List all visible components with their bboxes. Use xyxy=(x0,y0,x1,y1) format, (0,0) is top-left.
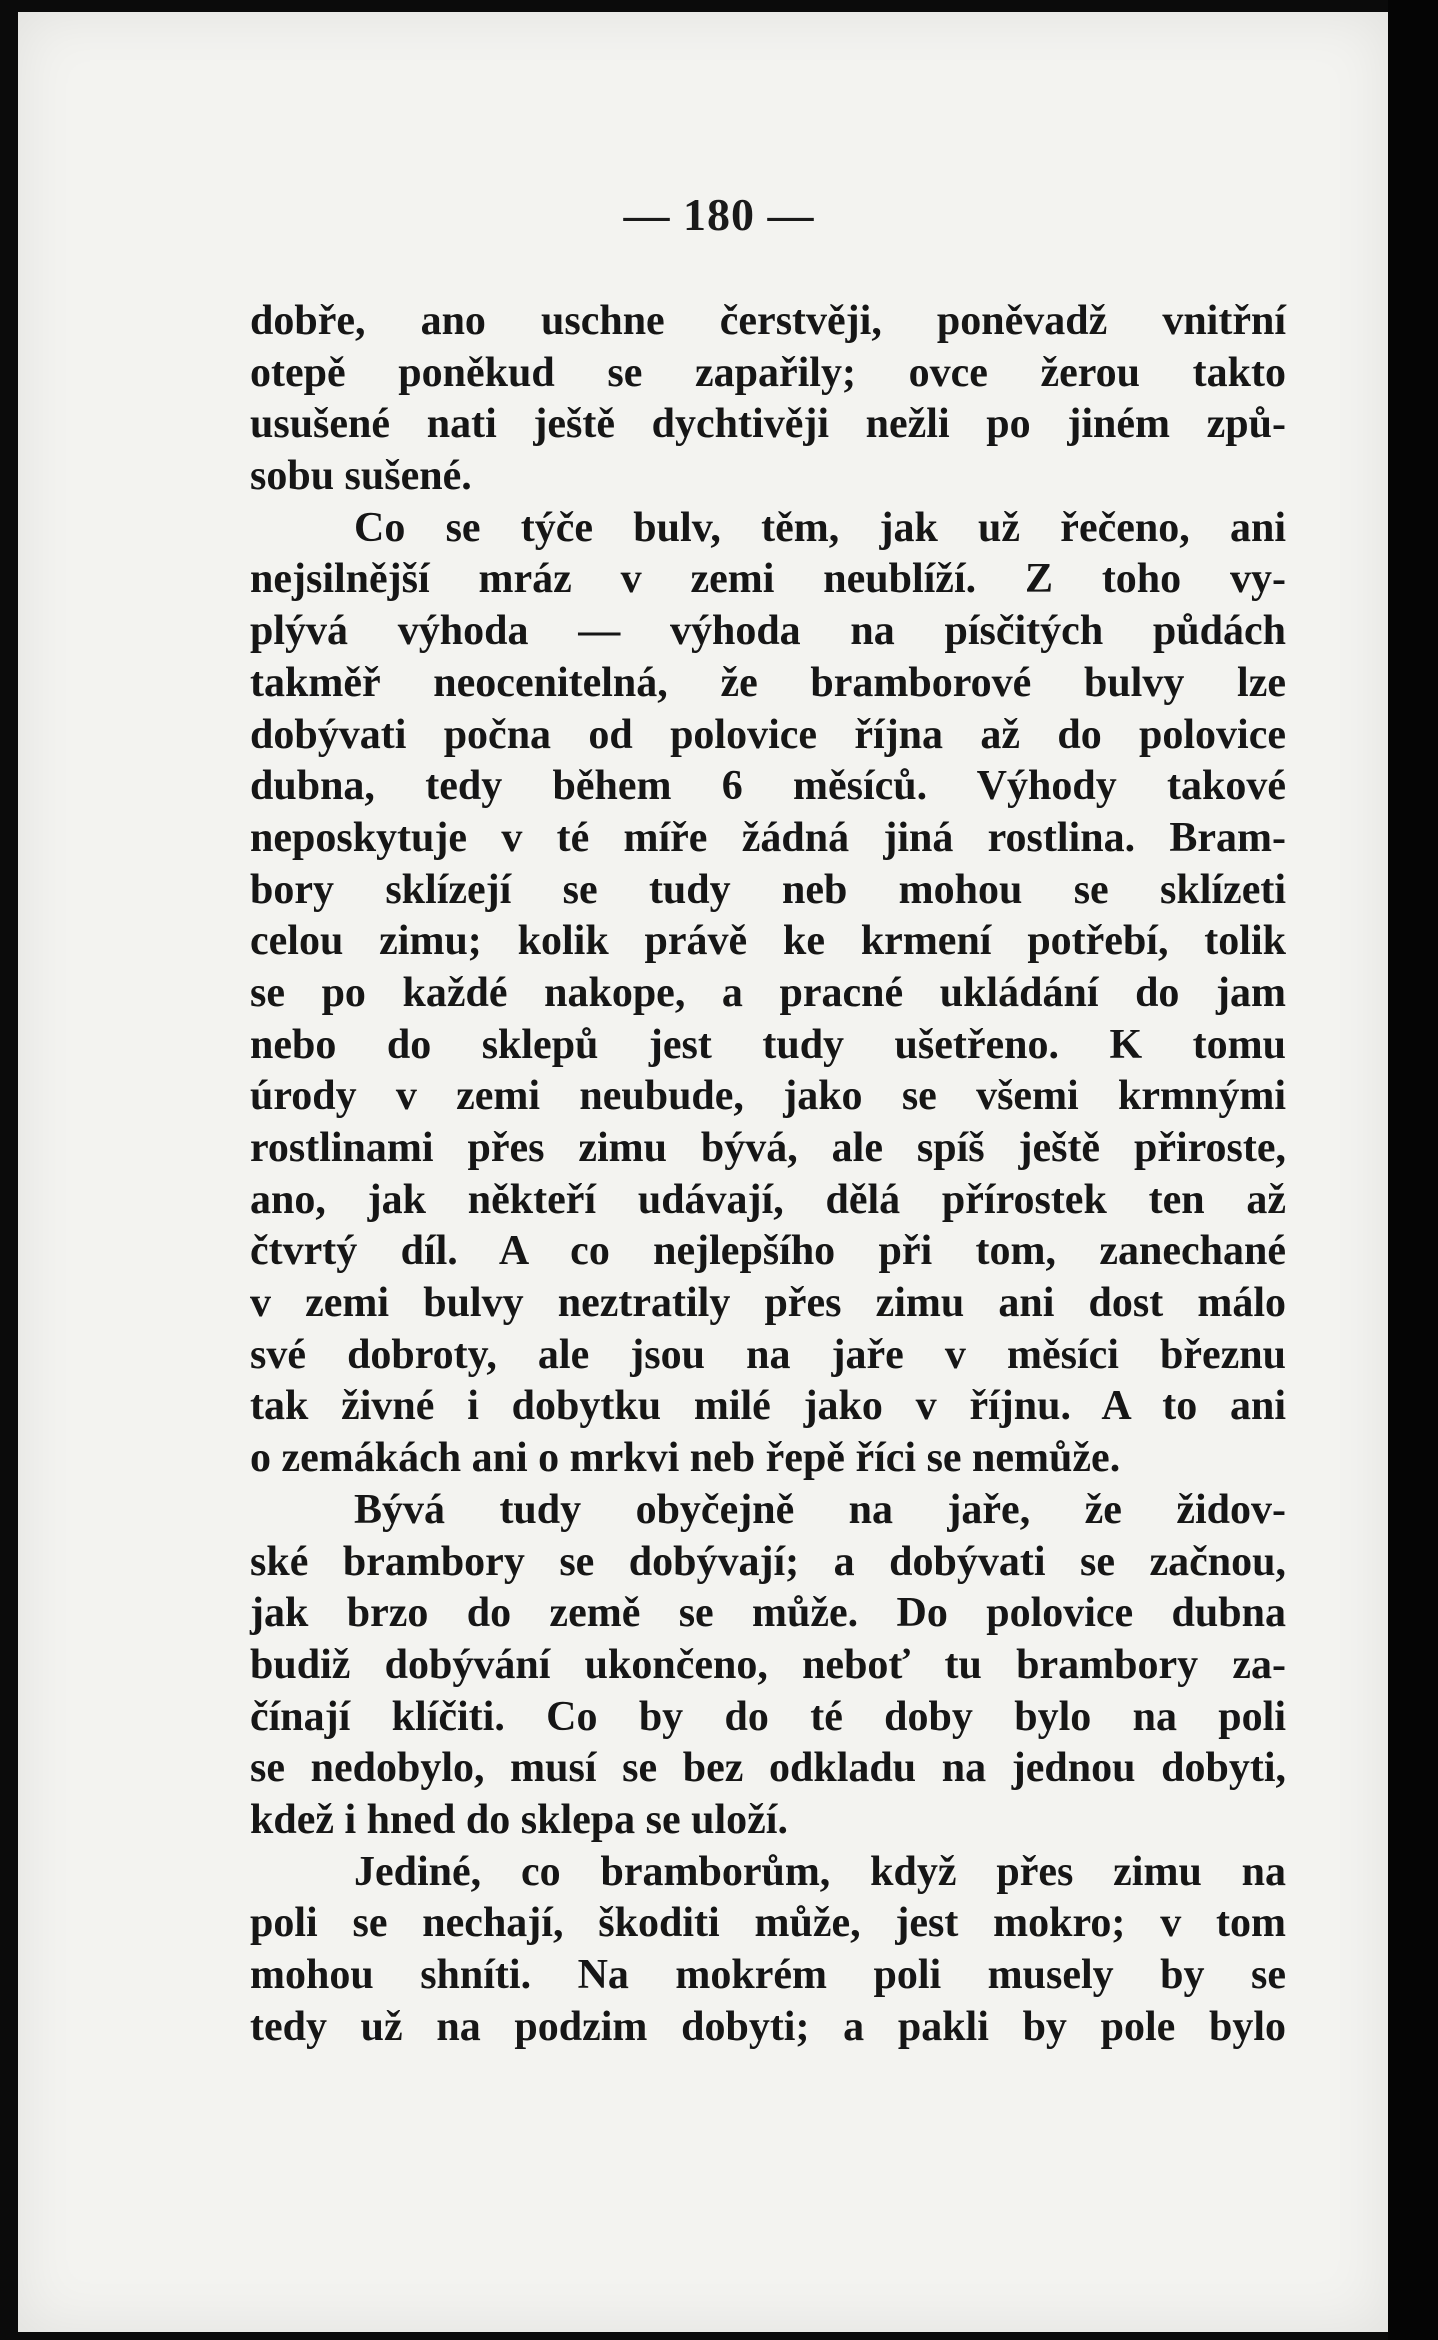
text-line: jak brzo do země se může. Do polovice dubna xyxy=(250,1590,1286,1637)
text-line: celou zimu; kolik právě ke krmení potřebí, tolik xyxy=(250,918,1286,965)
text-line: takměř neocenitelná, že bramborové bulvy lze xyxy=(250,659,1286,706)
text-line: budiž dobývání ukončeno, neboť tu brambory za- xyxy=(250,1641,1286,1688)
text-line: Co se týče bulv, těm, jak už řečeno, ani xyxy=(354,504,1286,551)
text-line: kdež i hned do sklepa se uloží. xyxy=(250,1796,788,1843)
text-line: úrody v zemi neubude, jako se všemi krmnými xyxy=(250,1073,1286,1120)
text-line: tedy už na podzim dobyti; a pakli by pole bylo xyxy=(250,2003,1286,2050)
text-line: čínají klíčiti. Co by do té doby bylo na poli xyxy=(250,1693,1286,1740)
text-line: bory sklízejí se tudy neb mohou se sklízeti xyxy=(250,866,1286,913)
page-number: — 180 — xyxy=(623,189,815,240)
text-line: o zemákách ani o mrkvi neb řepě říci se nemůže. xyxy=(250,1435,1121,1482)
text-line: nejsilnější mráz v zemi neublíží. Z toho vy- xyxy=(250,556,1286,603)
text-line: se po každé nakope, a pracné ukládání do jam xyxy=(250,969,1286,1016)
text-line: neposkytuje v té míře žádná jiná rostlina. Bram- xyxy=(250,814,1286,861)
text-line: čtvrtý díl. A co nejlepšího při tom, zanechané xyxy=(250,1228,1286,1275)
text-line: usušené nati ještě dychtivěji nežli po jiném způ- xyxy=(250,401,1286,448)
text-line: dobře, ano uschne čerstvěji, poněvadž vnitřní xyxy=(250,298,1286,344)
text-line: otepě poněkud se zapařily; ovce žerou takto xyxy=(250,349,1286,396)
page-text xyxy=(250,296,1286,2053)
text-line: mohou shníti. Na mokrém poli musely by se xyxy=(250,1952,1286,1998)
text-line: poli se nechají, škoditi může, jest mokro; v tom xyxy=(250,1900,1286,1947)
scan-edge xyxy=(1388,0,1438,2340)
text-line: své dobroty, ale jsou na jaře v měsíci březnu xyxy=(250,1331,1286,1378)
text-line: v zemi bulvy neztratily přes zimu ani dost málo xyxy=(250,1280,1286,1327)
text-line: tak živné i dobytku milé jako v říjnu. A to ani xyxy=(250,1383,1286,1430)
text-line: ské brambory se dobývají; a dobývati se začnou, xyxy=(250,1538,1286,1585)
text-line: Jediné, co bramborům, když přes zimu na xyxy=(354,1848,1286,1895)
text-line: sobu sušené. xyxy=(250,453,472,500)
text-line: se nedobylo, musí se bez odkladu na jednou dobyti, xyxy=(250,1745,1286,1792)
text-line: dobývati počna od polovice října až do polovice xyxy=(250,711,1286,758)
text-line: plývá výhoda — výhoda na písčitých půdách xyxy=(250,608,1286,655)
text-line: dubna, tedy během 6 měsíců. Výhody takové xyxy=(250,763,1286,810)
text-line: nebo do sklepů jest tudy ušetřeno. K tomu xyxy=(250,1021,1286,1068)
text-line: ano, jak někteří udávají, dělá přírostek ten až xyxy=(250,1176,1286,1223)
text-line: Bývá tudy obyčejně na jaře, že židov- xyxy=(354,1486,1286,1533)
text-line: rostlinami přes zimu bývá, ale spíš ještě přiroste, xyxy=(250,1125,1286,1171)
